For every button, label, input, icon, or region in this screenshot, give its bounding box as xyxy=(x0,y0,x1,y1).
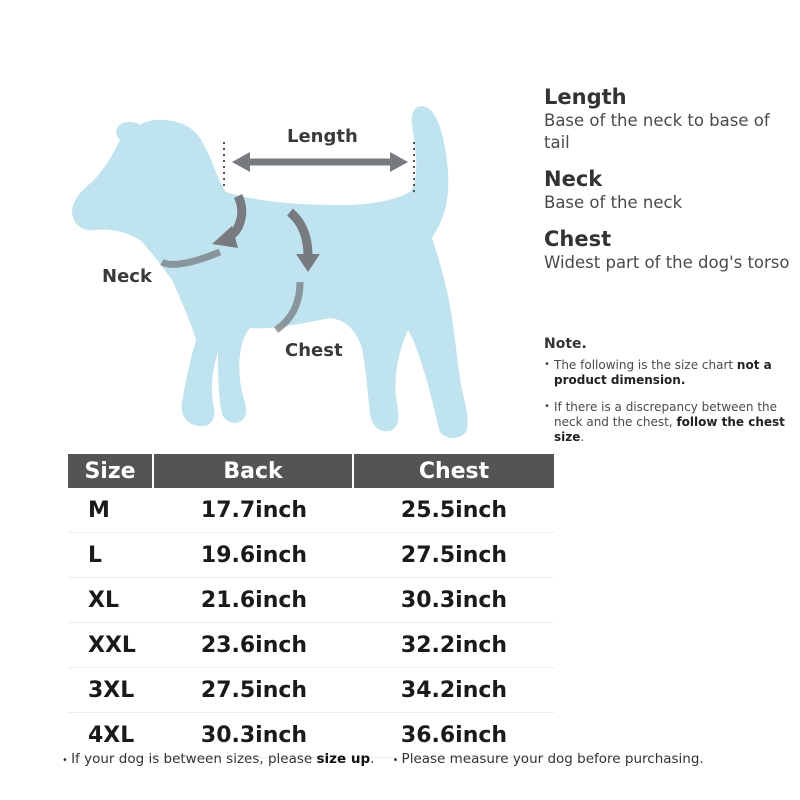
chest-cell: 32.2inch xyxy=(400,632,508,658)
table-row xyxy=(68,578,554,623)
header-size: Size xyxy=(68,454,154,488)
length-arrow-left-head xyxy=(232,152,250,172)
chest-cell: 30.3inch xyxy=(400,587,508,613)
size-cell: 4XL xyxy=(88,722,135,748)
measurement-legend xyxy=(544,84,794,286)
note-bold-text: follow the chest size xyxy=(554,415,785,444)
legend-title: Length xyxy=(544,85,627,109)
note-bold-text: not a product dimension. xyxy=(554,358,772,387)
header-chest: Chest xyxy=(354,454,554,488)
chest-cell: 27.5inch xyxy=(400,542,508,568)
chest-cell: 25.5inch xyxy=(400,497,508,523)
table-row xyxy=(68,488,554,533)
size-cell: L xyxy=(88,542,103,568)
length-label: Length xyxy=(287,126,358,147)
size-cell: 3XL xyxy=(88,677,135,703)
size-chart-table xyxy=(68,454,554,758)
table-header xyxy=(68,454,554,488)
note-text: The following is the size chart xyxy=(554,358,734,372)
back-cell: 30.3inch xyxy=(200,722,308,748)
note-section xyxy=(544,336,794,457)
legend-length xyxy=(544,84,794,154)
note-item-discrepancy xyxy=(544,400,794,445)
legend-description: Base of the neck xyxy=(544,193,683,212)
legend-neck xyxy=(544,166,794,214)
length-arrow-right-head xyxy=(390,152,408,172)
table-row xyxy=(68,668,554,713)
footer-end: . xyxy=(370,751,375,767)
note-end: . xyxy=(580,430,585,444)
back-cell: 19.6inch xyxy=(200,542,308,568)
chest-cell: 36.6inch xyxy=(400,722,508,748)
note-item-size-chart xyxy=(544,358,794,388)
dog-silhouette-diagram xyxy=(0,0,520,450)
table-row xyxy=(68,533,554,578)
back-cell: 27.5inch xyxy=(200,677,308,703)
footer-text: If your dog is between sizes, please xyxy=(71,751,313,767)
chest-label: Chest xyxy=(285,340,343,361)
back-cell: 17.7inch xyxy=(200,497,308,523)
size-cell: XL xyxy=(88,587,119,613)
footer-text: Please measure your dog before purchasing. xyxy=(401,751,704,767)
header-back: Back xyxy=(154,454,354,488)
back-cell: 23.6inch xyxy=(200,632,308,658)
chest-cell: 34.2inch xyxy=(400,677,508,703)
legend-chest xyxy=(544,226,794,274)
table-row xyxy=(68,623,554,668)
footer-notes xyxy=(62,751,792,767)
legend-title: Chest xyxy=(544,227,612,251)
legend-description: Base of the neck to base of tail xyxy=(544,111,770,152)
legend-description: Widest part of the dog's torso xyxy=(544,253,790,272)
note-text: If there is a discrepancy between the neck and the chest, xyxy=(554,400,778,429)
footer-measure-note xyxy=(392,751,703,767)
neck-label: Neck xyxy=(102,266,152,287)
legend-title: Neck xyxy=(544,167,603,191)
size-cell: XXL xyxy=(88,632,136,658)
back-cell: 21.6inch xyxy=(200,587,308,613)
size-cell: M xyxy=(88,497,110,523)
note-title: Note. xyxy=(544,336,587,352)
footer-bold-text: size up xyxy=(316,751,371,767)
footer-size-up-note xyxy=(62,751,374,767)
